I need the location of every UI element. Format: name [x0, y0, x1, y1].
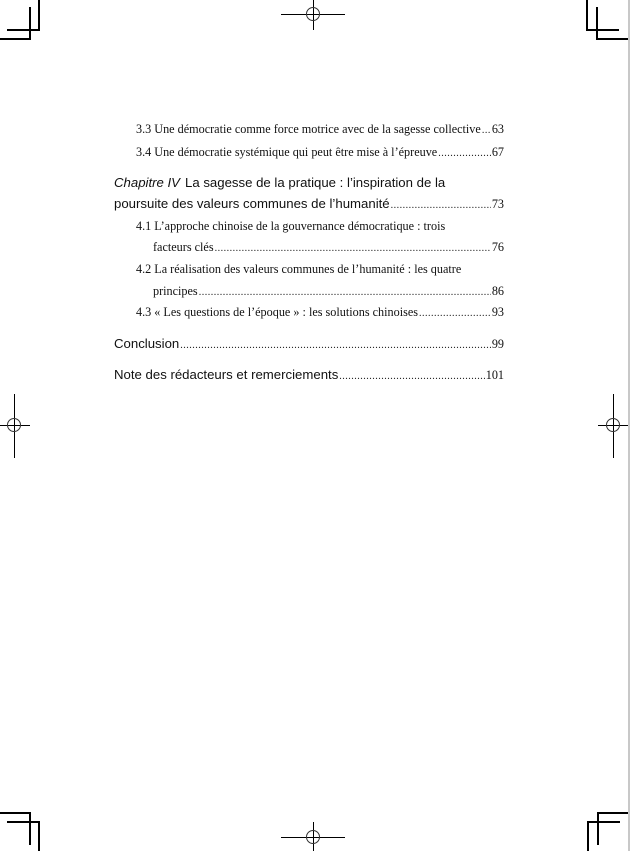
toc-entry-label: 4.1 L’approche chinoise de la gouvernance démocratique : trois [136, 219, 446, 233]
leader-dots [215, 243, 491, 254]
toc-entry-3-3[interactable] [136, 122, 504, 137]
toc-entry-label: facteurs clés [153, 240, 214, 254]
leader-dots [419, 308, 491, 319]
toc-entry-3-4[interactable] [136, 145, 504, 160]
toc-entry-page: 63 [491, 122, 504, 136]
toc-entry-label: 4.3 « Les questions de l’époque » : les solutions chinoises [136, 305, 418, 319]
chapter-title-line1: La sagesse de la pratique : l’inspiration de la [184, 175, 446, 190]
toc-entry-label: 4.2 La réalisation des valeurs communes de l’humanité : les quatre [136, 262, 462, 276]
toc-entry-4-1-line1[interactable] [136, 219, 504, 234]
leader-dots [199, 287, 491, 298]
toc-entry-note[interactable] [114, 367, 504, 383]
toc-entry-page: 73 [491, 197, 504, 211]
toc-entry-page: 76 [491, 240, 504, 254]
toc-entry-conclusion[interactable] [114, 336, 504, 352]
toc-entry-page: 86 [491, 284, 504, 298]
toc-entry-page: 99 [491, 337, 504, 351]
toc-entry-label: 3.4 Une démocratie systémique qui peut être mise à l’épreuve [136, 145, 438, 159]
leader-dots [438, 148, 491, 159]
toc-entry-4-2-line2[interactable] [153, 284, 504, 299]
toc-entry-page: 101 [485, 368, 504, 382]
toc-entry-4-1-line2[interactable] [153, 240, 504, 255]
leader-dots [482, 125, 491, 136]
toc-entry-label: Conclusion [114, 336, 180, 351]
chapter-title-line2: poursuite des valeurs communes de l’humanité [114, 196, 390, 211]
chapter-prefix: Chapitre IV [114, 175, 180, 190]
toc-entry-4-2-line1[interactable] [136, 262, 504, 277]
toc-chapter-4-line2[interactable] [114, 196, 504, 212]
leader-dots [339, 371, 484, 382]
toc-chapter-4-line1[interactable] [114, 175, 504, 190]
leader-dots [180, 340, 491, 351]
toc-entry-4-3[interactable] [136, 305, 504, 320]
toc-entry-page: 67 [491, 145, 504, 159]
leader-dots [391, 200, 491, 211]
toc-entry-label: Note des rédacteurs et remerciements [114, 367, 339, 382]
toc-entry-page: 93 [491, 305, 504, 319]
toc-entry-label: 3.3 Une démocratie comme force motrice avec de la sagesse collective [136, 122, 481, 136]
toc-entry-label: principes [153, 284, 198, 298]
